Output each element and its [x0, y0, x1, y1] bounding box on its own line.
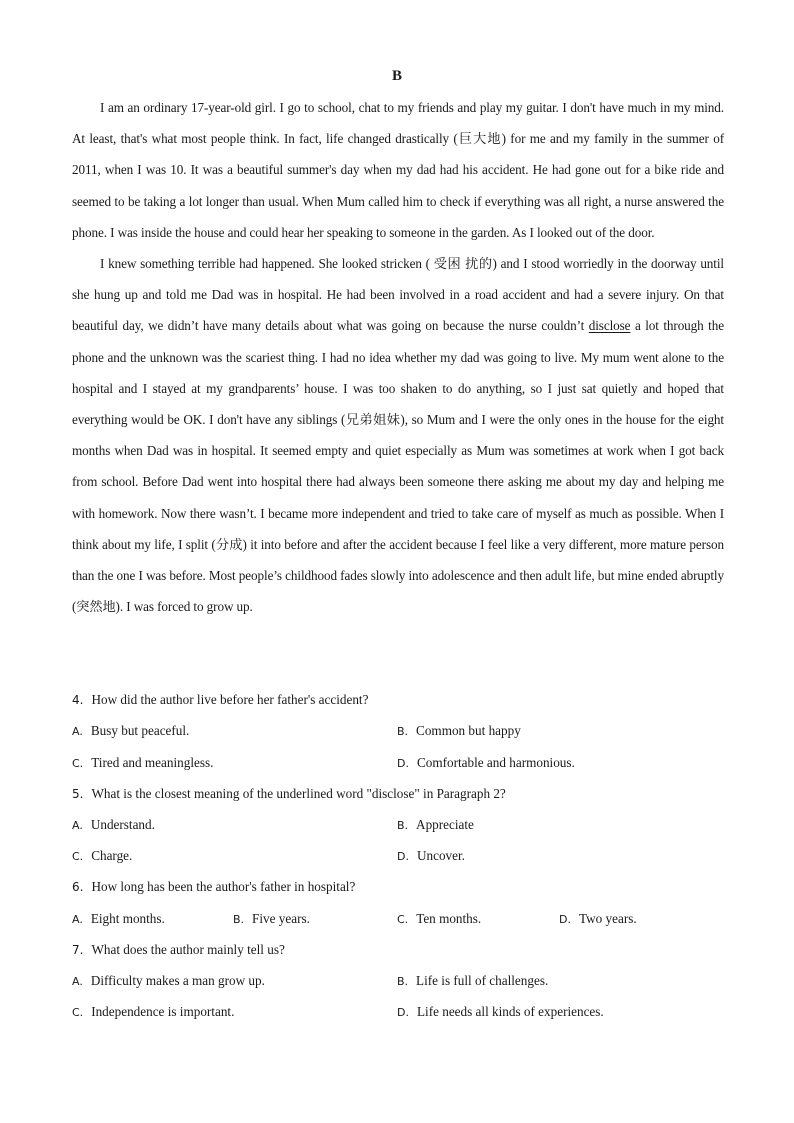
- option-4d[interactable]: D. Comfortable and harmonious.: [397, 755, 575, 770]
- paragraph-1: I am an ordinary 17-year-old girl. I go to school, chat to my friends and play my guitar. I don't have much in my mind. At least, that's what most people think. In fact, life changed drastically (巨大地) for me and my family in the summer of 2011, when I was 10. It was a beautiful summer's day when my dad had his accident. He had gone out for a bike ride and seemed to be taking a lot longer than usual. When Mum called him to check if everything was all right, a nurse answered the phone. I was inside the house and could hear her speaking to someone in the garden. As I looked out of the door.: [72, 100, 724, 240]
- option-5b[interactable]: B. Appreciate: [397, 817, 474, 832]
- option-6b[interactable]: B. Five years.: [233, 911, 310, 926]
- paragraph-2-part-2: a lot through the phone and the unknown was the scariest thing. I had no idea whether my dad was going to live. My mum went alone to the hospital and I stayed at my grandparents’ house. I was too shaken to do anything, so I just sat quietly and hoped that everything would be OK. I don't have any siblings (兄弟姐妹), so Mum and I were the only ones in the house for the eight months when Dad was in hospital. It seemed empty and quiet especially as Mum was sometimes at work when I got back from school. Before Dad went into hospital there had always been someone there asking me about my day and helping me with homework. Now there wasn’t. I became more independent and tried to take care of myself as much as possible. When I think about my life, I split (分成) it into before and after the accident because I feel like a very different, more mature person than the one I was before. Most people’s childhood fades slowly into adolescence and then adult life, but mine ended abruptly (突然地). I was forced to grow up.: [72, 318, 724, 615]
- option-6d[interactable]: D. Two years.: [559, 911, 637, 926]
- paragraph-2-part-1: I knew something terrible had happened. She looked stricken ( 受困 扰的) and I stood worriedly in the doorway until she hung up and told me Dad was in hospital. He had been involved in a road accident and had a severe injury. On that beautiful day, we didn’t have many details about what was going on because the nurse couldn’t: [72, 256, 724, 334]
- option-6a[interactable]: A. Eight months.: [72, 911, 165, 926]
- option-5a[interactable]: A. Understand.: [72, 817, 155, 832]
- paragraph-2: [72, 248, 724, 622]
- question-number: 4.: [72, 693, 84, 707]
- question-text: What is the closest meaning of the underlined word "disclose" in Paragraph 2?: [91, 786, 506, 801]
- option-7d[interactable]: D. Life needs all kinds of experiences.: [397, 1004, 604, 1019]
- question-7: [72, 940, 285, 960]
- question-text: What does the author mainly tell us?: [91, 942, 285, 957]
- underlined-word: disclose: [588, 318, 631, 334]
- section-title: B: [391, 68, 402, 84]
- option-7c[interactable]: C. Independence is important.: [72, 1004, 235, 1019]
- option-4c[interactable]: C. Tired and meaningless.: [72, 755, 214, 770]
- option-4b[interactable]: B. Common but happy: [397, 723, 521, 738]
- option-6c[interactable]: C. Ten months.: [397, 911, 482, 926]
- option-7a[interactable]: A. Difficulty makes a man grow up.: [72, 973, 265, 988]
- question-4: [72, 690, 368, 710]
- option-5c[interactable]: C. Charge.: [72, 848, 133, 863]
- reading-passage: [72, 92, 724, 622]
- question-5: [72, 784, 506, 804]
- question-text: How long has been the author's father in hospital?: [91, 879, 356, 894]
- question-number: 7.: [72, 943, 84, 957]
- question-6: [72, 877, 355, 897]
- question-number: 6.: [72, 880, 84, 894]
- option-5d[interactable]: D. Uncover.: [397, 848, 465, 863]
- question-number: 5.: [72, 787, 84, 801]
- option-7b[interactable]: B. Life is full of challenges.: [397, 973, 549, 988]
- option-4a[interactable]: A. Busy but peaceful.: [72, 723, 190, 738]
- question-text: How did the author live before her father's accident?: [91, 692, 369, 707]
